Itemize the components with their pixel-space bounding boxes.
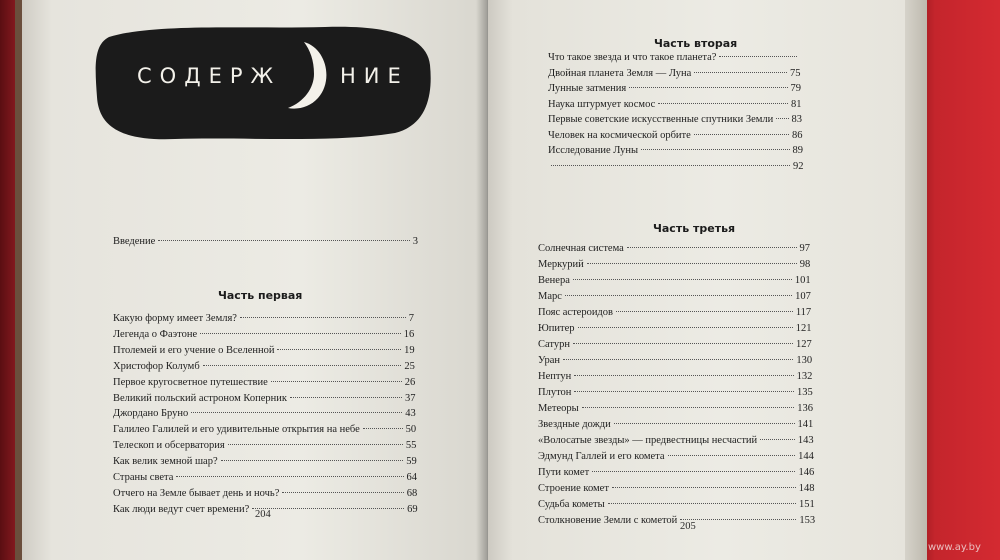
toc-entry-title: Плутон <box>538 387 572 398</box>
dot-leader <box>574 375 793 376</box>
toc-entry <box>538 515 815 526</box>
toc-entry-title: Эдмунд Галлей и его комета <box>538 451 665 462</box>
toc-entry-title: Как велик земной шар? <box>113 456 218 468</box>
toc-entry <box>538 323 812 334</box>
toc-entry-page: 26 <box>404 376 416 388</box>
toc-entry-title: Строение комет <box>538 483 609 494</box>
toc-entry <box>538 339 812 350</box>
toc-entry <box>113 488 417 499</box>
toc-entry <box>538 403 813 414</box>
toc-entry-page: 7 <box>408 313 414 324</box>
toc-entry-title: Введение <box>113 236 156 247</box>
toc-entry-title: Какую форму имеет Земля? <box>113 313 237 324</box>
dot-leader <box>776 118 788 119</box>
dot-leader <box>668 455 796 456</box>
toc-entry <box>538 387 813 398</box>
toc-entry <box>113 424 416 435</box>
toc-entry-page: 19 <box>404 344 415 356</box>
toc-entry <box>538 291 811 302</box>
toc-entry-page: 130 <box>796 355 813 366</box>
dot-leader <box>760 439 795 440</box>
toc-entry-title: Метеоры <box>538 403 579 414</box>
part3-title: Часть третья <box>653 222 736 235</box>
dot-leader <box>282 492 403 493</box>
toc-entry-title: Первое кругосветное путешествие <box>113 376 268 388</box>
toc-entry-title: Христофор Колумб <box>113 360 200 372</box>
toc-entry-page: 79 <box>790 83 801 94</box>
toc-entry-title: Сатурн <box>538 339 570 350</box>
toc-entry-page: 121 <box>795 323 812 334</box>
dot-leader <box>573 279 792 280</box>
toc-entry-page: 75 <box>790 67 801 79</box>
toc-entry-page: 148 <box>798 483 815 494</box>
toc-entry-page: 97 <box>799 243 810 254</box>
toc-entry <box>538 275 811 286</box>
dot-leader <box>582 407 795 408</box>
toc-entry-page: 37 <box>405 392 416 404</box>
toc-entry-page: 16 <box>403 328 415 340</box>
dot-leader <box>578 327 793 328</box>
toc-entry-page: 132 <box>796 371 813 382</box>
toc-entry <box>538 243 810 254</box>
dot-leader <box>176 476 403 477</box>
toc-entry-page: 89 <box>792 145 803 156</box>
toc-entry <box>538 499 815 510</box>
toc-entry <box>538 259 810 270</box>
toc-entry-page: 143 <box>797 435 814 446</box>
toc-entry-title: Пути комет <box>538 467 590 478</box>
dot-leader <box>694 72 787 73</box>
toc-entry-title: Венера <box>538 275 570 286</box>
toc-entry-title: Птолемей и его учение о Вселенной <box>113 344 275 356</box>
dot-leader <box>627 247 797 248</box>
toc-entry-page: 92 <box>793 160 804 172</box>
toc-entry-page: 141 <box>797 419 814 430</box>
toc-entry <box>538 307 811 318</box>
toc-entry-page: 68 <box>406 487 418 499</box>
toc-entry-page: 144 <box>798 451 814 462</box>
toc-entry-page: 69 <box>407 503 418 515</box>
toc-entry-page: 98 <box>799 259 811 270</box>
toc-entry-title: Человек на космической орбите <box>548 129 691 141</box>
toc-entry <box>548 99 802 110</box>
dot-leader <box>240 317 406 318</box>
dot-leader <box>616 311 793 312</box>
toc-entry-title: Нептун <box>538 371 572 382</box>
toc-entry-title: Лунные затмения <box>548 83 627 94</box>
toc-entry <box>538 451 814 462</box>
toc-entry-title: Пояс астероидов <box>538 307 613 318</box>
toc-entry-page: 146 <box>798 467 815 478</box>
toc-entry <box>113 456 417 467</box>
toc-entry-page: 86 <box>792 129 803 141</box>
toc-entry-page: 107 <box>795 291 811 302</box>
contents-heading-part-b: НИЕ <box>340 64 409 88</box>
toc-entry-page: 3 <box>412 236 418 247</box>
toc-entry-title: Солнечная система <box>538 243 624 254</box>
dot-leader <box>612 487 796 488</box>
dot-leader <box>719 56 797 57</box>
dot-leader <box>658 103 788 104</box>
dot-leader <box>563 359 793 360</box>
toc-entry-intro <box>113 236 418 247</box>
contents-heading <box>137 64 409 88</box>
dot-leader <box>221 460 404 461</box>
toc-entry <box>548 161 804 172</box>
dot-leader <box>641 149 789 150</box>
toc-entry <box>113 440 416 451</box>
toc-entry <box>548 145 803 156</box>
toc-entry-page: 59 <box>406 456 417 468</box>
toc-entry-page: 127 <box>796 339 812 350</box>
toc-entry-page: 151 <box>799 499 815 510</box>
dot-leader <box>592 471 795 472</box>
dot-leader <box>694 134 789 135</box>
part1-title: Часть первая <box>218 289 303 302</box>
toc-entry-page: 55 <box>405 440 417 452</box>
toc-entry-title: Страны света <box>113 472 174 483</box>
toc-entry <box>538 371 812 382</box>
dot-leader <box>191 412 402 413</box>
dot-leader <box>574 391 794 392</box>
dot-leader <box>252 508 404 509</box>
toc-entry-title: Галилео Галилей и его удивительные открытия на небе <box>113 424 360 436</box>
dot-leader <box>680 519 796 520</box>
toc-entry-title: Великий польский астроном Коперник <box>113 392 287 404</box>
toc-entry-title: Легенда о Фаэтоне <box>113 328 198 340</box>
toc-entry-title: Судьба кометы <box>538 499 605 510</box>
toc-entry <box>538 419 813 430</box>
toc-entry <box>548 130 803 141</box>
dot-leader <box>228 444 403 445</box>
page-number-right: 205 <box>680 521 696 532</box>
dot-leader <box>200 333 401 334</box>
toc-entry <box>113 345 415 356</box>
contents-heading-part-a: СОДЕРЖ <box>137 64 282 88</box>
toc-entry <box>113 361 415 372</box>
dot-leader <box>551 165 790 166</box>
toc-entry-title: Отчего на Земле бывает день и ночь? <box>113 487 280 499</box>
dot-leader <box>565 295 792 296</box>
toc-entry <box>548 83 801 94</box>
toc-entry <box>548 114 802 125</box>
toc-entry <box>538 483 815 494</box>
dot-leader <box>608 503 796 504</box>
toc-entry-page: 153 <box>799 515 816 526</box>
toc-entry <box>113 472 417 483</box>
toc-entry-page: 64 <box>406 472 417 483</box>
dot-leader <box>290 397 402 398</box>
part2-title: Часть вторая <box>654 37 738 50</box>
toc-entry-page: 81 <box>791 98 802 110</box>
toc-entry-page: 101 <box>794 275 811 286</box>
page-number-left: 204 <box>255 509 271 520</box>
toc-entry-page: 50 <box>405 424 417 436</box>
toc-entry-title: «Волосатые звезды» — предвестницы несчастий <box>538 435 758 446</box>
dot-leader <box>203 365 402 366</box>
toc-entry <box>548 52 800 63</box>
toc-entry-title: Телескоп и обсерватория <box>113 440 225 452</box>
toc-entry-page: 83 <box>791 114 802 125</box>
toc-entry <box>538 355 812 366</box>
toc-entry <box>113 313 414 324</box>
toc-entry-title: Как люди ведут счет времени? <box>113 503 250 515</box>
toc-entry-page: 43 <box>405 408 416 420</box>
toc-entry <box>538 467 814 478</box>
toc-entry-title: Джордано Бруно <box>113 408 189 420</box>
toc-entry-page: 117 <box>795 307 812 318</box>
watermark: www.ay.by <box>928 542 981 553</box>
toc-entry <box>113 329 414 340</box>
toc-entry-title: Звездные дожди <box>538 419 611 430</box>
toc-entry <box>113 377 415 388</box>
toc-entry-page: 136 <box>797 403 813 414</box>
toc-entry-title: Что такое звезда и что такое планета? <box>548 52 717 63</box>
toc-entry-title: Уран <box>538 355 561 366</box>
dot-leader <box>277 349 401 350</box>
page-edge-wear <box>905 0 927 560</box>
dot-leader <box>587 263 797 264</box>
toc-entry-title: Наука штурмует космос <box>548 98 656 110</box>
toc-entry-title: Меркурий <box>538 259 584 270</box>
dot-leader <box>271 381 402 382</box>
toc-entry-title: Исследование Луны <box>548 145 639 156</box>
toc-entry <box>113 393 416 404</box>
toc-entry-title: Первые советские искусственные спутники Земли <box>548 114 774 125</box>
toc-entry-title: Юпитер <box>538 323 575 334</box>
toc-entry-page: 135 <box>796 387 813 398</box>
dot-leader <box>614 423 795 424</box>
toc-entry-title: Марс <box>538 291 562 302</box>
toc-entry-title: Столкновение Земли с кометой <box>538 515 678 526</box>
dot-leader <box>363 428 403 429</box>
toc-entry-title: Двойная планета Земля — Луна <box>548 67 692 79</box>
crescent-moon-icon <box>282 40 330 112</box>
toc-entry <box>538 435 814 446</box>
dot-leader <box>629 87 787 88</box>
dot-leader <box>573 343 793 344</box>
toc-entry <box>548 68 801 79</box>
toc-entry <box>113 408 416 419</box>
toc-entry-page: 25 <box>404 360 415 372</box>
